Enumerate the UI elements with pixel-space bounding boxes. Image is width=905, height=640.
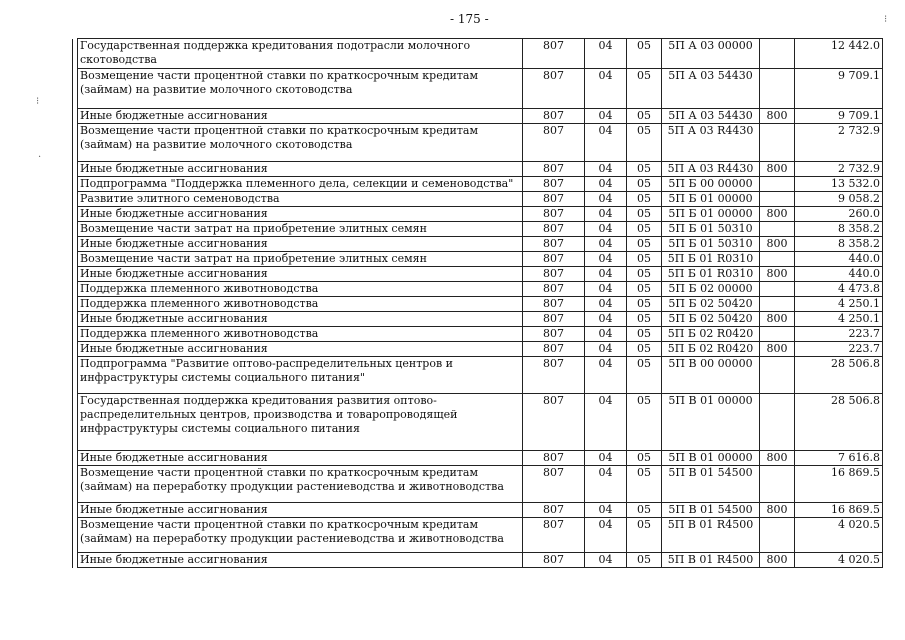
expense-type-cell — [760, 357, 795, 394]
section-code-cell: 04 — [585, 297, 627, 312]
section-code-cell: 04 — [585, 342, 627, 357]
expense-type-cell — [760, 222, 795, 237]
expense-type-cell: 800 — [760, 553, 795, 568]
ministry-code-cell: 807 — [523, 394, 585, 451]
table-row — [73, 503, 883, 518]
subsection-code-cell: 05 — [627, 451, 662, 466]
ministry-code-cell: 807 — [523, 503, 585, 518]
item-name-cell: Подпрограмма "Развитие оптово-распределительных центров и инфраструктуры системы социального питания" — [78, 357, 523, 394]
item-name-cell: Возмещение части затрат на приобретение элитных семян — [78, 222, 523, 237]
amount-cell: 9 058.2 — [795, 192, 883, 207]
table-row — [73, 207, 883, 222]
target-article-cell: 5П Б 00 00000 — [662, 177, 760, 192]
ministry-code-cell: 807 — [523, 342, 585, 357]
table-row — [73, 297, 883, 312]
target-article-cell: 5П В 01 54500 — [662, 466, 760, 503]
expense-type-cell — [760, 39, 795, 69]
amount-cell: 440.0 — [795, 267, 883, 282]
section-code-cell: 04 — [585, 39, 627, 69]
ministry-code-cell: 807 — [523, 124, 585, 162]
table-row — [73, 327, 883, 342]
table-row — [73, 192, 883, 207]
amount-cell: 9 709.1 — [795, 109, 883, 124]
section-code-cell: 04 — [585, 503, 627, 518]
expense-type-cell: 800 — [760, 109, 795, 124]
subsection-code-cell: 05 — [627, 312, 662, 327]
target-article-cell: 5П Б 02 50420 — [662, 312, 760, 327]
expense-type-cell — [760, 518, 795, 553]
expense-type-cell — [760, 124, 795, 162]
section-code-cell: 04 — [585, 394, 627, 451]
table-row — [73, 109, 883, 124]
target-article-cell: 5П Б 01 50310 — [662, 222, 760, 237]
item-name-cell: Иные бюджетные ассигнования — [78, 267, 523, 282]
expense-type-cell: 800 — [760, 503, 795, 518]
ministry-code-cell: 807 — [523, 109, 585, 124]
amount-cell: 4 020.5 — [795, 518, 883, 553]
target-article-cell: 5П А 03 54430 — [662, 69, 760, 109]
expense-type-cell — [760, 327, 795, 342]
table-row — [73, 518, 883, 553]
ministry-code-cell: 807 — [523, 162, 585, 177]
table-row — [73, 124, 883, 162]
table-row — [73, 451, 883, 466]
ministry-code-cell: 807 — [523, 39, 585, 69]
ministry-code-cell: 807 — [523, 327, 585, 342]
subsection-code-cell: 05 — [627, 553, 662, 568]
expense-type-cell — [760, 297, 795, 312]
section-code-cell: 04 — [585, 357, 627, 394]
target-article-cell: 5П А 03 R4430 — [662, 162, 760, 177]
item-name-cell: Возмещение части процентной ставки по краткосрочным кредитам (займам) на развитие молочного скотоводства — [78, 124, 523, 162]
target-article-cell: 5П Б 02 00000 — [662, 282, 760, 297]
expense-type-cell: 800 — [760, 342, 795, 357]
subsection-code-cell: 05 — [627, 342, 662, 357]
section-code-cell: 04 — [585, 222, 627, 237]
table-row — [73, 553, 883, 568]
target-article-cell: 5П В 01 00000 — [662, 451, 760, 466]
target-article-cell: 5П В 01 R4500 — [662, 518, 760, 553]
section-code-cell: 04 — [585, 327, 627, 342]
table-row — [73, 312, 883, 327]
budget-allocation-table — [72, 38, 883, 568]
expense-type-cell — [760, 282, 795, 297]
item-name-cell: Иные бюджетные ассигнования — [78, 162, 523, 177]
target-article-cell: 5П Б 01 50310 — [662, 237, 760, 252]
section-code-cell: 04 — [585, 252, 627, 267]
subsection-code-cell: 05 — [627, 297, 662, 312]
amount-cell: 13 532.0 — [795, 177, 883, 192]
subsection-code-cell: 05 — [627, 518, 662, 553]
target-article-cell: 5П Б 01 R0310 — [662, 252, 760, 267]
scan-artifact-mark: · — [38, 152, 42, 163]
ministry-code-cell: 807 — [523, 177, 585, 192]
section-code-cell: 04 — [585, 124, 627, 162]
target-article-cell: 5П Б 02 50420 — [662, 297, 760, 312]
section-code-cell: 04 — [585, 192, 627, 207]
target-article-cell: 5П А 03 00000 — [662, 39, 760, 69]
subsection-code-cell: 05 — [627, 162, 662, 177]
table-row — [73, 466, 883, 503]
table-row — [73, 267, 883, 282]
target-article-cell: 5П Б 02 R0420 — [662, 327, 760, 342]
subsection-code-cell: 05 — [627, 327, 662, 342]
ministry-code-cell: 807 — [523, 451, 585, 466]
table-row — [73, 39, 883, 69]
ministry-code-cell: 807 — [523, 466, 585, 503]
ministry-code-cell: 807 — [523, 518, 585, 553]
subsection-code-cell: 05 — [627, 222, 662, 237]
ministry-code-cell: 807 — [523, 222, 585, 237]
amount-cell: 4 250.1 — [795, 312, 883, 327]
subsection-code-cell: 05 — [627, 237, 662, 252]
expense-type-cell: 800 — [760, 312, 795, 327]
section-code-cell: 04 — [585, 518, 627, 553]
subsection-code-cell: 05 — [627, 109, 662, 124]
amount-cell: 8 358.2 — [795, 237, 883, 252]
table-row — [73, 342, 883, 357]
item-name-cell: Поддержка племенного животноводства — [78, 297, 523, 312]
table-row — [73, 252, 883, 267]
item-name-cell: Иные бюджетные ассигнования — [78, 109, 523, 124]
ministry-code-cell: 807 — [523, 297, 585, 312]
subsection-code-cell: 05 — [627, 503, 662, 518]
section-code-cell: 04 — [585, 109, 627, 124]
ministry-code-cell: 807 — [523, 69, 585, 109]
subsection-code-cell: 05 — [627, 394, 662, 451]
section-code-cell: 04 — [585, 282, 627, 297]
subsection-code-cell: 05 — [627, 282, 662, 297]
item-name-cell: Иные бюджетные ассигнования — [78, 207, 523, 222]
expense-type-cell: 800 — [760, 267, 795, 282]
amount-cell: 9 709.1 — [795, 69, 883, 109]
item-name-cell: Поддержка племенного животноводства — [78, 282, 523, 297]
section-code-cell: 04 — [585, 162, 627, 177]
ministry-code-cell: 807 — [523, 553, 585, 568]
amount-cell: 8 358.2 — [795, 222, 883, 237]
subsection-code-cell: 05 — [627, 267, 662, 282]
amount-cell: 16 869.5 — [795, 466, 883, 503]
page-number: - 175 - — [450, 12, 489, 26]
item-name-cell: Развитие элитного семеноводства — [78, 192, 523, 207]
ministry-code-cell: 807 — [523, 237, 585, 252]
expense-type-cell: 800 — [760, 207, 795, 222]
expense-type-cell — [760, 466, 795, 503]
amount-cell: 260.0 — [795, 207, 883, 222]
section-code-cell: 04 — [585, 466, 627, 503]
table-row — [73, 394, 883, 451]
item-name-cell: Возмещение части процентной ставки по краткосрочным кредитам (займам) на переработку продукции растениеводства и животноводства — [78, 518, 523, 553]
amount-cell: 16 869.5 — [795, 503, 883, 518]
subsection-code-cell: 05 — [627, 252, 662, 267]
section-code-cell: 04 — [585, 207, 627, 222]
amount-cell: 12 442.0 — [795, 39, 883, 69]
subsection-code-cell: 05 — [627, 69, 662, 109]
subsection-code-cell: 05 — [627, 177, 662, 192]
item-name-cell: Подпрограмма "Поддержка племенного дела, селекции и семеноводства" — [78, 177, 523, 192]
target-article-cell: 5П В 01 00000 — [662, 394, 760, 451]
scan-artifact-mark: ⁝ — [36, 96, 40, 107]
expense-type-cell — [760, 177, 795, 192]
section-code-cell: 04 — [585, 237, 627, 252]
section-code-cell: 04 — [585, 312, 627, 327]
ministry-code-cell: 807 — [523, 312, 585, 327]
target-article-cell: 5П В 01 54500 — [662, 503, 760, 518]
item-name-cell: Возмещение части процентной ставки по краткосрочным кредитам (займам) на переработку продукции растениеводства и животноводства — [78, 466, 523, 503]
item-name-cell: Иные бюджетные ассигнования — [78, 312, 523, 327]
subsection-code-cell: 05 — [627, 466, 662, 503]
subsection-code-cell: 05 — [627, 207, 662, 222]
table-row — [73, 69, 883, 109]
table-row — [73, 282, 883, 297]
section-code-cell: 04 — [585, 69, 627, 109]
table-row — [73, 177, 883, 192]
amount-cell: 2 732.9 — [795, 124, 883, 162]
expense-type-cell — [760, 69, 795, 109]
ministry-code-cell: 807 — [523, 267, 585, 282]
expense-type-cell — [760, 192, 795, 207]
ministry-code-cell: 807 — [523, 207, 585, 222]
expense-type-cell — [760, 394, 795, 451]
table-row — [73, 222, 883, 237]
item-name-cell: Государственная поддержка кредитования развития оптово-распределительных центров, производства и товаропроводящей инфраструктуры системы социального питания — [78, 394, 523, 451]
target-article-cell: 5П Б 01 R0310 — [662, 267, 760, 282]
expense-type-cell: 800 — [760, 162, 795, 177]
table-row — [73, 237, 883, 252]
expense-type-cell — [760, 252, 795, 267]
section-code-cell: 04 — [585, 451, 627, 466]
amount-cell: 4 250.1 — [795, 297, 883, 312]
budget-table-body — [73, 39, 883, 568]
target-article-cell: 5П Б 02 R0420 — [662, 342, 760, 357]
item-name-cell: Иные бюджетные ассигнования — [78, 503, 523, 518]
amount-cell: 223.7 — [795, 327, 883, 342]
amount-cell: 4 020.5 — [795, 553, 883, 568]
expense-type-cell: 800 — [760, 451, 795, 466]
amount-cell: 28 506.8 — [795, 394, 883, 451]
item-name-cell: Возмещение части затрат на приобретение элитных семян — [78, 252, 523, 267]
amount-cell: 223.7 — [795, 342, 883, 357]
amount-cell: 4 473.8 — [795, 282, 883, 297]
expense-type-cell: 800 — [760, 237, 795, 252]
item-name-cell: Государственная поддержка кредитования подотрасли молочного скотоводства — [78, 39, 523, 69]
target-article-cell: 5П А 03 R4430 — [662, 124, 760, 162]
subsection-code-cell: 05 — [627, 124, 662, 162]
amount-cell: 440.0 — [795, 252, 883, 267]
target-article-cell: 5П Б 01 00000 — [662, 192, 760, 207]
subsection-code-cell: 05 — [627, 39, 662, 69]
section-code-cell: 04 — [585, 177, 627, 192]
subsection-code-cell: 05 — [627, 357, 662, 394]
item-name-cell: Возмещение части процентной ставки по краткосрочным кредитам (займам) на развитие молочного скотоводства — [78, 69, 523, 109]
item-name-cell: Иные бюджетные ассигнования — [78, 237, 523, 252]
item-name-cell: Иные бюджетные ассигнования — [78, 451, 523, 466]
table-row — [73, 357, 883, 394]
target-article-cell: 5П В 00 00000 — [662, 357, 760, 394]
ministry-code-cell: 807 — [523, 192, 585, 207]
amount-cell: 2 732.9 — [795, 162, 883, 177]
ministry-code-cell: 807 — [523, 357, 585, 394]
amount-cell: 28 506.8 — [795, 357, 883, 394]
section-code-cell: 04 — [585, 267, 627, 282]
ministry-code-cell: 807 — [523, 252, 585, 267]
section-code-cell: 04 — [585, 553, 627, 568]
item-name-cell: Иные бюджетные ассигнования — [78, 553, 523, 568]
item-name-cell: Иные бюджетные ассигнования — [78, 342, 523, 357]
item-name-cell: Поддержка племенного животноводства — [78, 327, 523, 342]
scan-artifact-mark: ⁝ — [884, 14, 888, 25]
target-article-cell: 5П А 03 54430 — [662, 109, 760, 124]
target-article-cell: 5П Б 01 00000 — [662, 207, 760, 222]
table-row — [73, 162, 883, 177]
ministry-code-cell: 807 — [523, 282, 585, 297]
amount-cell: 7 616.8 — [795, 451, 883, 466]
subsection-code-cell: 05 — [627, 192, 662, 207]
target-article-cell: 5П В 01 R4500 — [662, 553, 760, 568]
